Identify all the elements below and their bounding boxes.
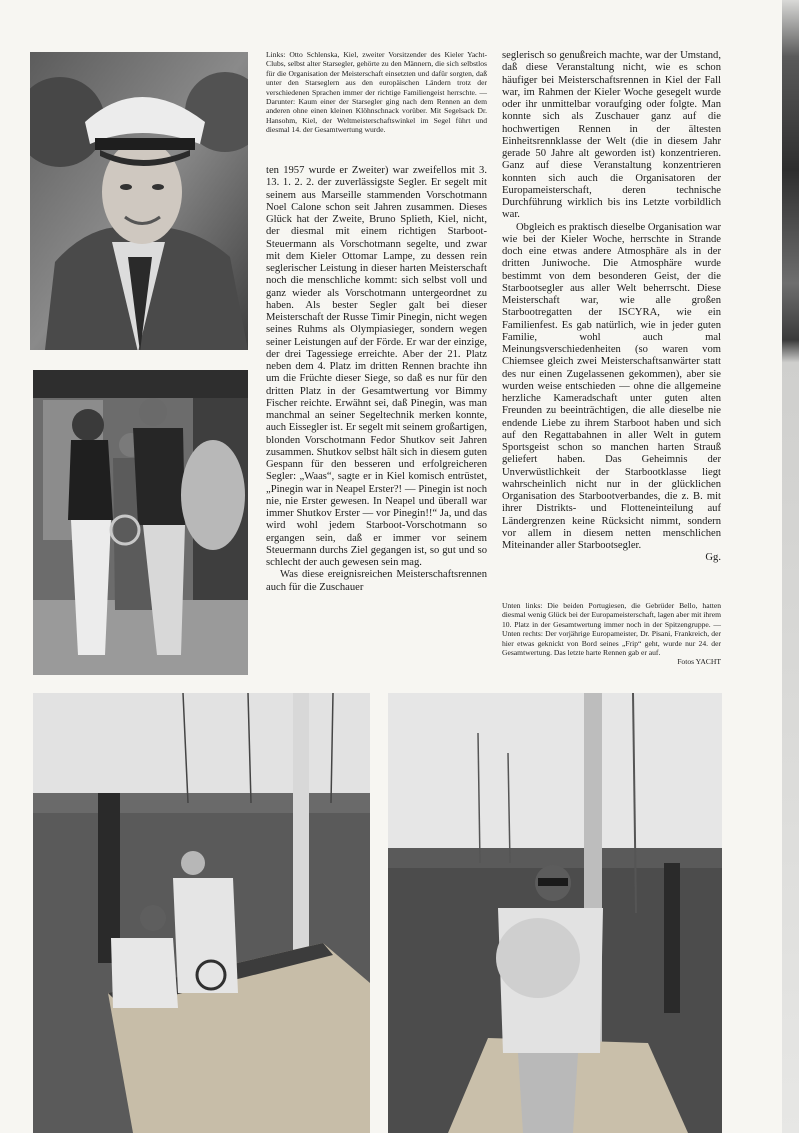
- article-paragraph: seglerisch so genußreich machte, war der Umstand, daß diese Veranstaltung nicht, wie es schon häufiger bei Meisterschaftsrennen in Kiel der Fall war, im Rahmen der Kieler Woche gesegelt wurde oder ihr unmittelbar voraufging oder folgte. Man konnte sich als Zuschauer ganz auf die hochwertigen Rennen in der ältesten Einheitsrennklasse der Welt (die in diesem Jahr gerade 50 Jahre alt geworden ist) konzentrieren. Ganz auf diese Veranstaltung konzentrieren konnten sich auch die Organisatoren der Europameisterschaft, deren technische Durchführung wirklich bis ins Letzte vorbildlich war.: [502, 50, 721, 221]
- portrait-photo: [30, 52, 248, 350]
- page-edge-strip: [782, 0, 799, 1133]
- sailors-talking-photo: [33, 370, 248, 675]
- caption-bottom-text: Unten links: Die beiden Portugiesen, die Gebrüder Bello, hatten diesmal wenig Glück bei der Europameisterschaft, lagen aber mit ihrem 10. Platz in der Gesamtwertung immer noch in der Spitzengruppe. — Unten rechts: Der vorjährige Europameister, Dr. Pisani, Frankreich, der hier etwas geknickt von Bord seines „Frip“ geht, wurde nur 24. der Gesamtwertung. Das letzte harte Rennen gab er auf.: [502, 601, 721, 658]
- caption-bottom: [502, 601, 721, 667]
- article-paragraph: ten 1957 wurde er Zweiter) war zweifellos mit 3. 13. 1. 2. 2. der zuverlässigste Segler. Er segelt mit seinem aus Marseille stammenden Vorschotmann Noel Calone schon seit Jahren zusammen. Dieses Glück hat der Zweite, Bruno Splieth, Kiel, nicht, der diesmal mit einem richtigen Starboot-Steuermann als Vorschotmann segelte, und zwar mit dem Kieler Ottomar Lampe, zu dessen rein seglerischer Leistung in dieser harten Meisterschaft noch die menschliche kommt: sich selbst voll und ganz wieder als Vorschotmann untergeordnet zu haben. Als bester Segler galt bei dieser Meisterschaft der Russe Timir Pinegin, nicht wegen seines Ruhms als Olympiasieger, sondern wegen seiner Leistungen auf der Förde. Er war der einzige, der drei Tagessiege erreichte. Aber der 21. Platz neben dem 4. Platz im dritten Rennen brachte ihn um die Früchte dieser Siege, so daß es nur für den dritten Platz in der Gesamtwertung vor Bimmy Fischer reichte. Erwähnt sei, daß Pinegin, was man manchmal an seiner Segeltechnik merken konnte, auch Eissegler ist. Er segelt mit seinem großartigen, blonden Vorschotmann Fedor Shutkov seit Jahren zusammen. Shutkov selbst hält sich in diesem guten Gespann für den besseren und erfolgreicheren Segler: „Waas“, sagte er in Kiel komisch entrüstet, „Pinegin war in Neapel Erster?! — Pinegin ist noch nie, nie Erster gewesen. In Neapel und überall war immer Shutkov Erster — vor Pinegin!!“ Ja, und das wird wohl jedem Starboot-Vorschotmann so ergangen sein, daß er immer vor seinem Steuermann durchs Ziel gegangen ist, so gut und so schlecht der auch gewesen sein mag.: [266, 165, 487, 568]
- pisani-leaving-boat-photo: [388, 693, 722, 1133]
- photo-credit: Fotos YACHT: [677, 657, 721, 667]
- article-paragraph: Was diese ereignisreichen Meisterschaftsrennen auch für die Zuschauer: [266, 569, 487, 593]
- article-column-right: [502, 50, 721, 565]
- author-signature: Gg.: [705, 552, 721, 564]
- article-column-middle: [266, 165, 487, 594]
- caption-top-text: Links: Otto Schlenska, Kiel, zweiter Vorsitzender des Kieler Yacht-Clubs, selbst alter Starsegler, gehörte zu den Männern, die sich selbstlos für die Organisation der Meisterschaft einsetzten und dafür sorgten, daß unter den Starseglern aus den europäischen Ländern trotz der verschiedenen Sprachen immer der richtige Familiengeist herrschte. — Darunter: Kaum einer der Starsegler ging nach dem Rennen an dem anderen ohne einen kleinen Klöhnschnack vorüber. Mit Segelsack Dr. Hansohm, Kiel, der Weltmeisterschaftswinkel im Segel führt und diesmal 14. der Gesamtwertung wurde.: [266, 50, 487, 135]
- portuguese-sailors-photo: [33, 693, 370, 1133]
- article-paragraph: Obgleich es praktisch dieselbe Organisation war wie bei der Kieler Woche, herrschte in Strande doch eine etwas andere Atmosphäre als in der dritten Juniwoche. Die Atmosphäre wurde bestimmt von dem besonderen Geist, der die Starbootsegler aus aller Welt beherrscht. Diese Meisterschaft war, wie alle großen Starbootregatten der ISCYRA, wie ein Familienfest. Es gab natürlich, wie in jeder guten Familie, wohl auch mal Meinungsverschiedenheiten (so waren vom Chiemsee gleich zwei Meisterschaftsanwärter statt des nur einen Zugelassenen gekommen), aber sie wurden weise entschieden — ohne die allgemeine herzliche Kameradschaft unter guten alten Freunden zu beeinträchtigen, die alle dieselbe nie endende Liebe zu ihrem Starboot haben und sich auf den Regattabahnen in aller Welt in gutem Sportsgeist schon so manchen harten Strauß geliefert haben. Das Geheimnis der Unverwüstlichkeit der Starbootklasse liegt wahrscheinlich nicht nur in der glücklichen Organisation des Starbootverbandes, die z. B. mit ihrer Distrikts- und Flotteneinteilung auf Ländergrenzen keine Rücksicht nimmt, sondern vor allem in diesem netten menschlichen Miteinander aller Starbootsegler.: [502, 221, 721, 551]
- caption-top: [266, 50, 487, 135]
